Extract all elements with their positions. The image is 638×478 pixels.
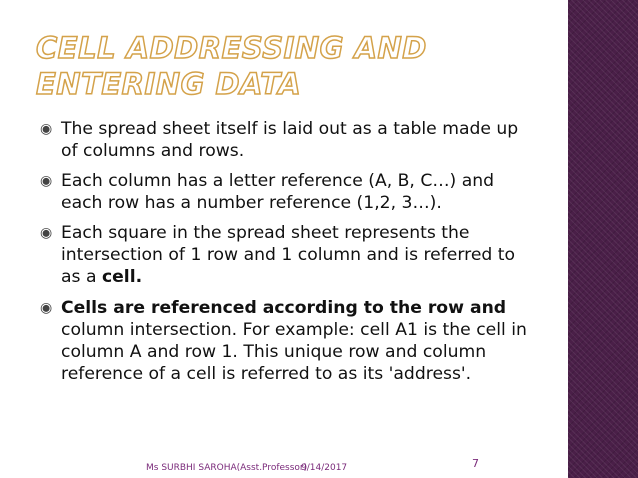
bullet-text: Each column has a letter reference (A, B, C…) and each row has a number reference (1,2, 3…). <box>61 171 495 213</box>
slide-title: CELL ADDRESSING AND ENTERING DATA <box>36 31 427 101</box>
decorative-sidebar <box>568 0 638 478</box>
bullet-icon: ◉ <box>40 121 53 137</box>
footer-date: 9/14/2017 <box>301 463 348 473</box>
footer-author: Ms SURBHI SAROHA(Asst.Professor) <box>146 463 308 473</box>
bullet-item <box>38 222 538 288</box>
bullet-item <box>38 118 538 162</box>
page-number: 7 <box>472 457 479 470</box>
bullet-item <box>38 170 538 214</box>
bullet-bold-line: Cells are referenced according to the row and <box>61 298 507 318</box>
bullet-icon: ◉ <box>40 300 53 316</box>
bullet-icon: ◉ <box>40 225 53 241</box>
bullet-continuation: column intersection. For example: cell A1 is the cell in column A and row 1. This unique row and column reference of a cell is referred to as its 'address'. <box>61 320 527 384</box>
bullet-bold-term: cell. <box>101 267 143 287</box>
bullet-icon: ◉ <box>40 173 53 189</box>
bullet-text: The spread sheet itself is laid out as a table made up of columns and rows. <box>61 119 519 161</box>
bullet-text: Each square in the spread sheet represents the intersection of 1 row and 1 column and is referred to as a <box>61 223 516 287</box>
slide-body <box>38 118 538 385</box>
bullet-item <box>38 297 538 319</box>
